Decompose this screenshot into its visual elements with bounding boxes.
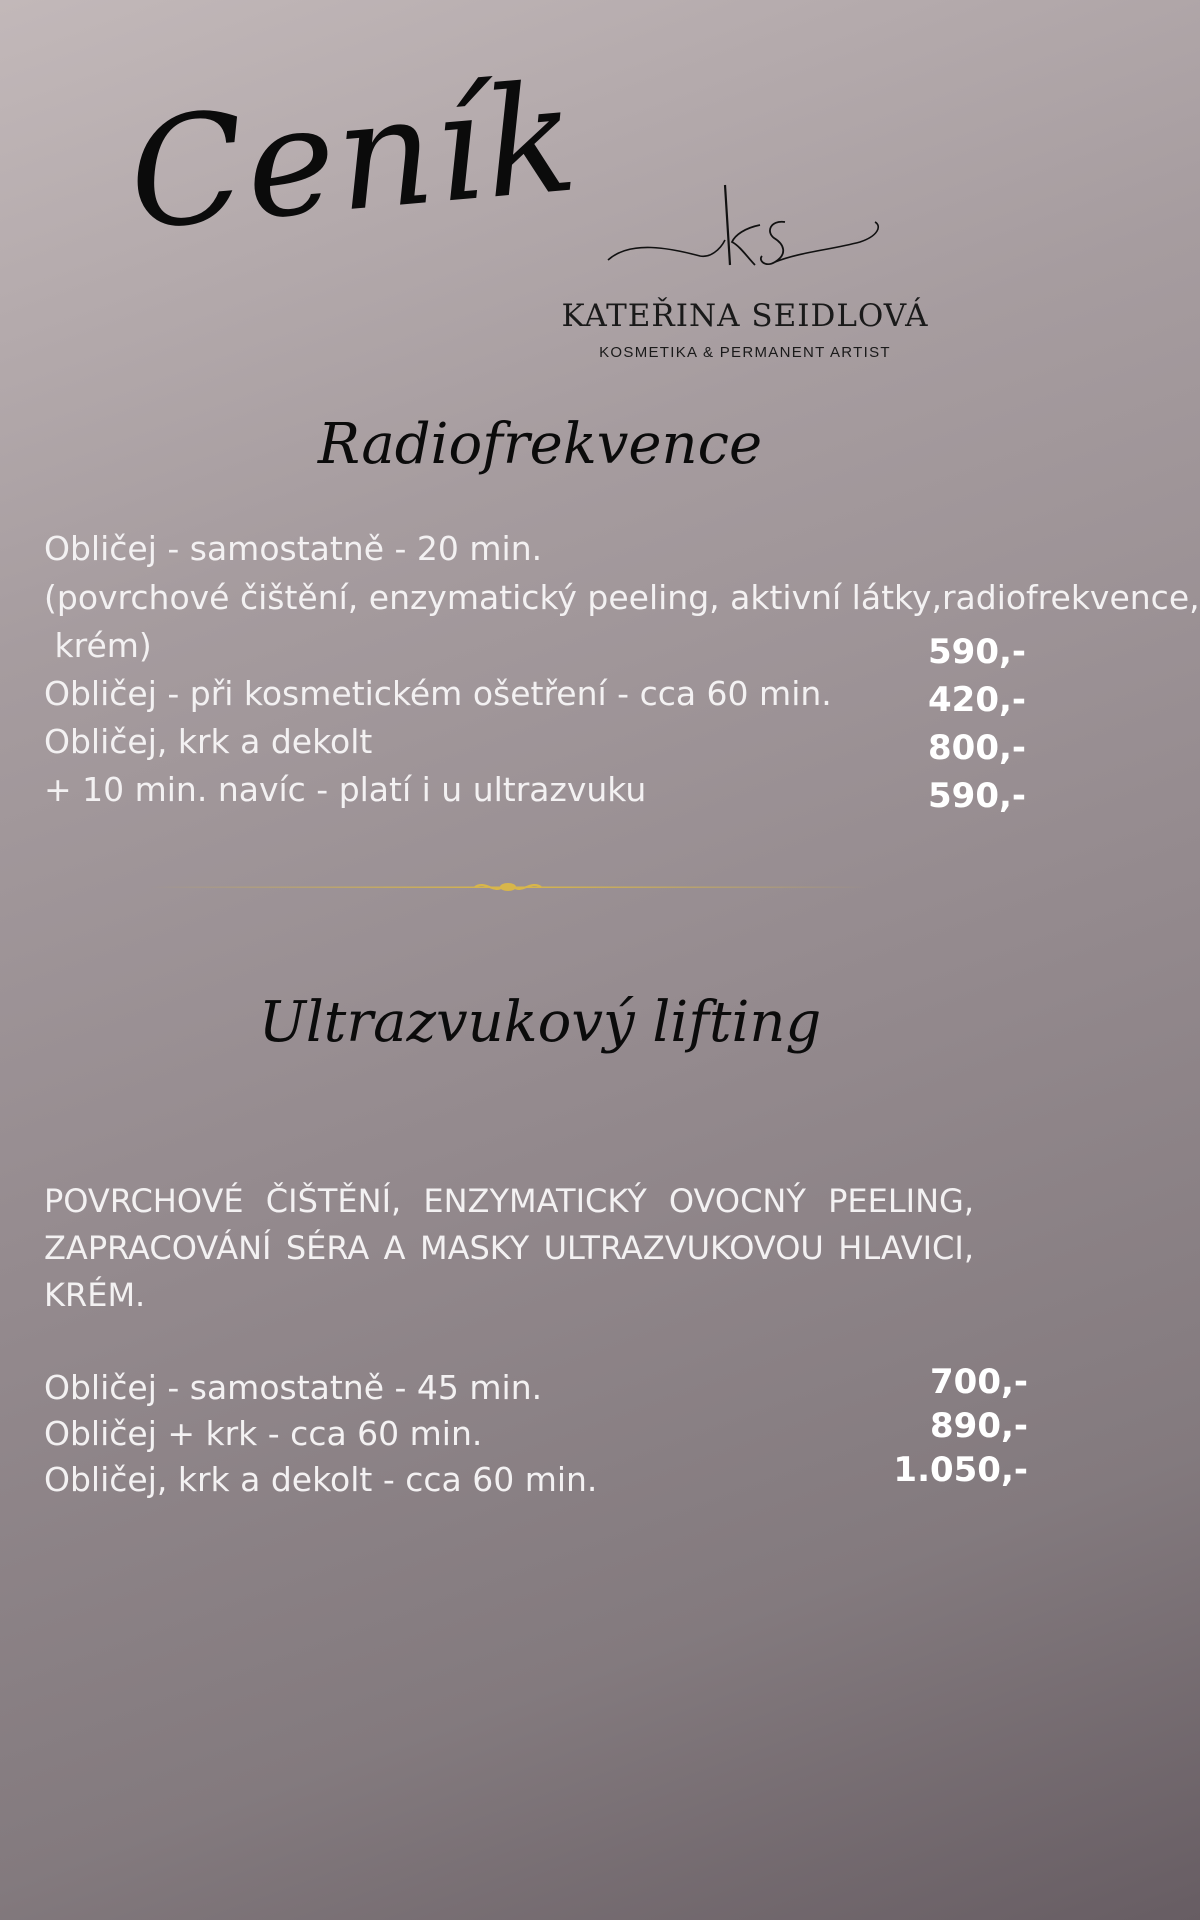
brand-subtitle: KOSMETIKA & PERMANENT ARTIST	[599, 344, 891, 361]
page-title: Ceník	[122, 51, 585, 264]
list-item: Obličej - při kosmetickém ošetření - cca 60 min.	[44, 674, 832, 713]
list-item: Obličej + krk - cca 60 min.	[44, 1414, 483, 1453]
list-item: Obličej, krk a dekolt	[44, 722, 373, 761]
price: 590,-	[928, 776, 1026, 816]
ks-monogram-logo	[560, 170, 930, 370]
list-item: + 10 min. navíc - platí i u ultrazvuku	[44, 770, 647, 809]
price: 1.050,-	[893, 1450, 1028, 1490]
list-item: Obličej - samostatně - 45 min.	[44, 1368, 543, 1407]
ornament-divider	[150, 868, 870, 908]
list-item: krém)	[44, 626, 152, 665]
price: 890,-	[930, 1406, 1028, 1446]
service-description: POVRCHOVÉ ČIŠTĚNÍ, ENZYMATICKÝ OVOCNÝ PEELING, ZAPRACOVÁNÍ SÉRA A MASKY ULTRAZVUKOVOU HLAVICI, KRÉM.	[44, 1182, 974, 1314]
section-title-radiofrekvence: Radiofrekvence	[317, 412, 763, 477]
list-item: Obličej - samostatně - 20 min.	[44, 529, 543, 568]
list-item: Obličej, krk a dekolt - cca 60 min.	[44, 1460, 598, 1499]
price: 420,-	[928, 680, 1026, 720]
price: 590,-	[928, 632, 1026, 672]
price: 700,-	[930, 1362, 1028, 1402]
section-title-ultrazvuk: Ultrazvukový lifting	[258, 990, 822, 1055]
brand-name: KATEŘINA SEIDLOVÁ	[561, 298, 929, 334]
list-item: (povrchové čištění, enzymatický peeling, aktivní látky,radiofrekvence,	[44, 578, 1200, 617]
price: 800,-	[928, 728, 1026, 768]
